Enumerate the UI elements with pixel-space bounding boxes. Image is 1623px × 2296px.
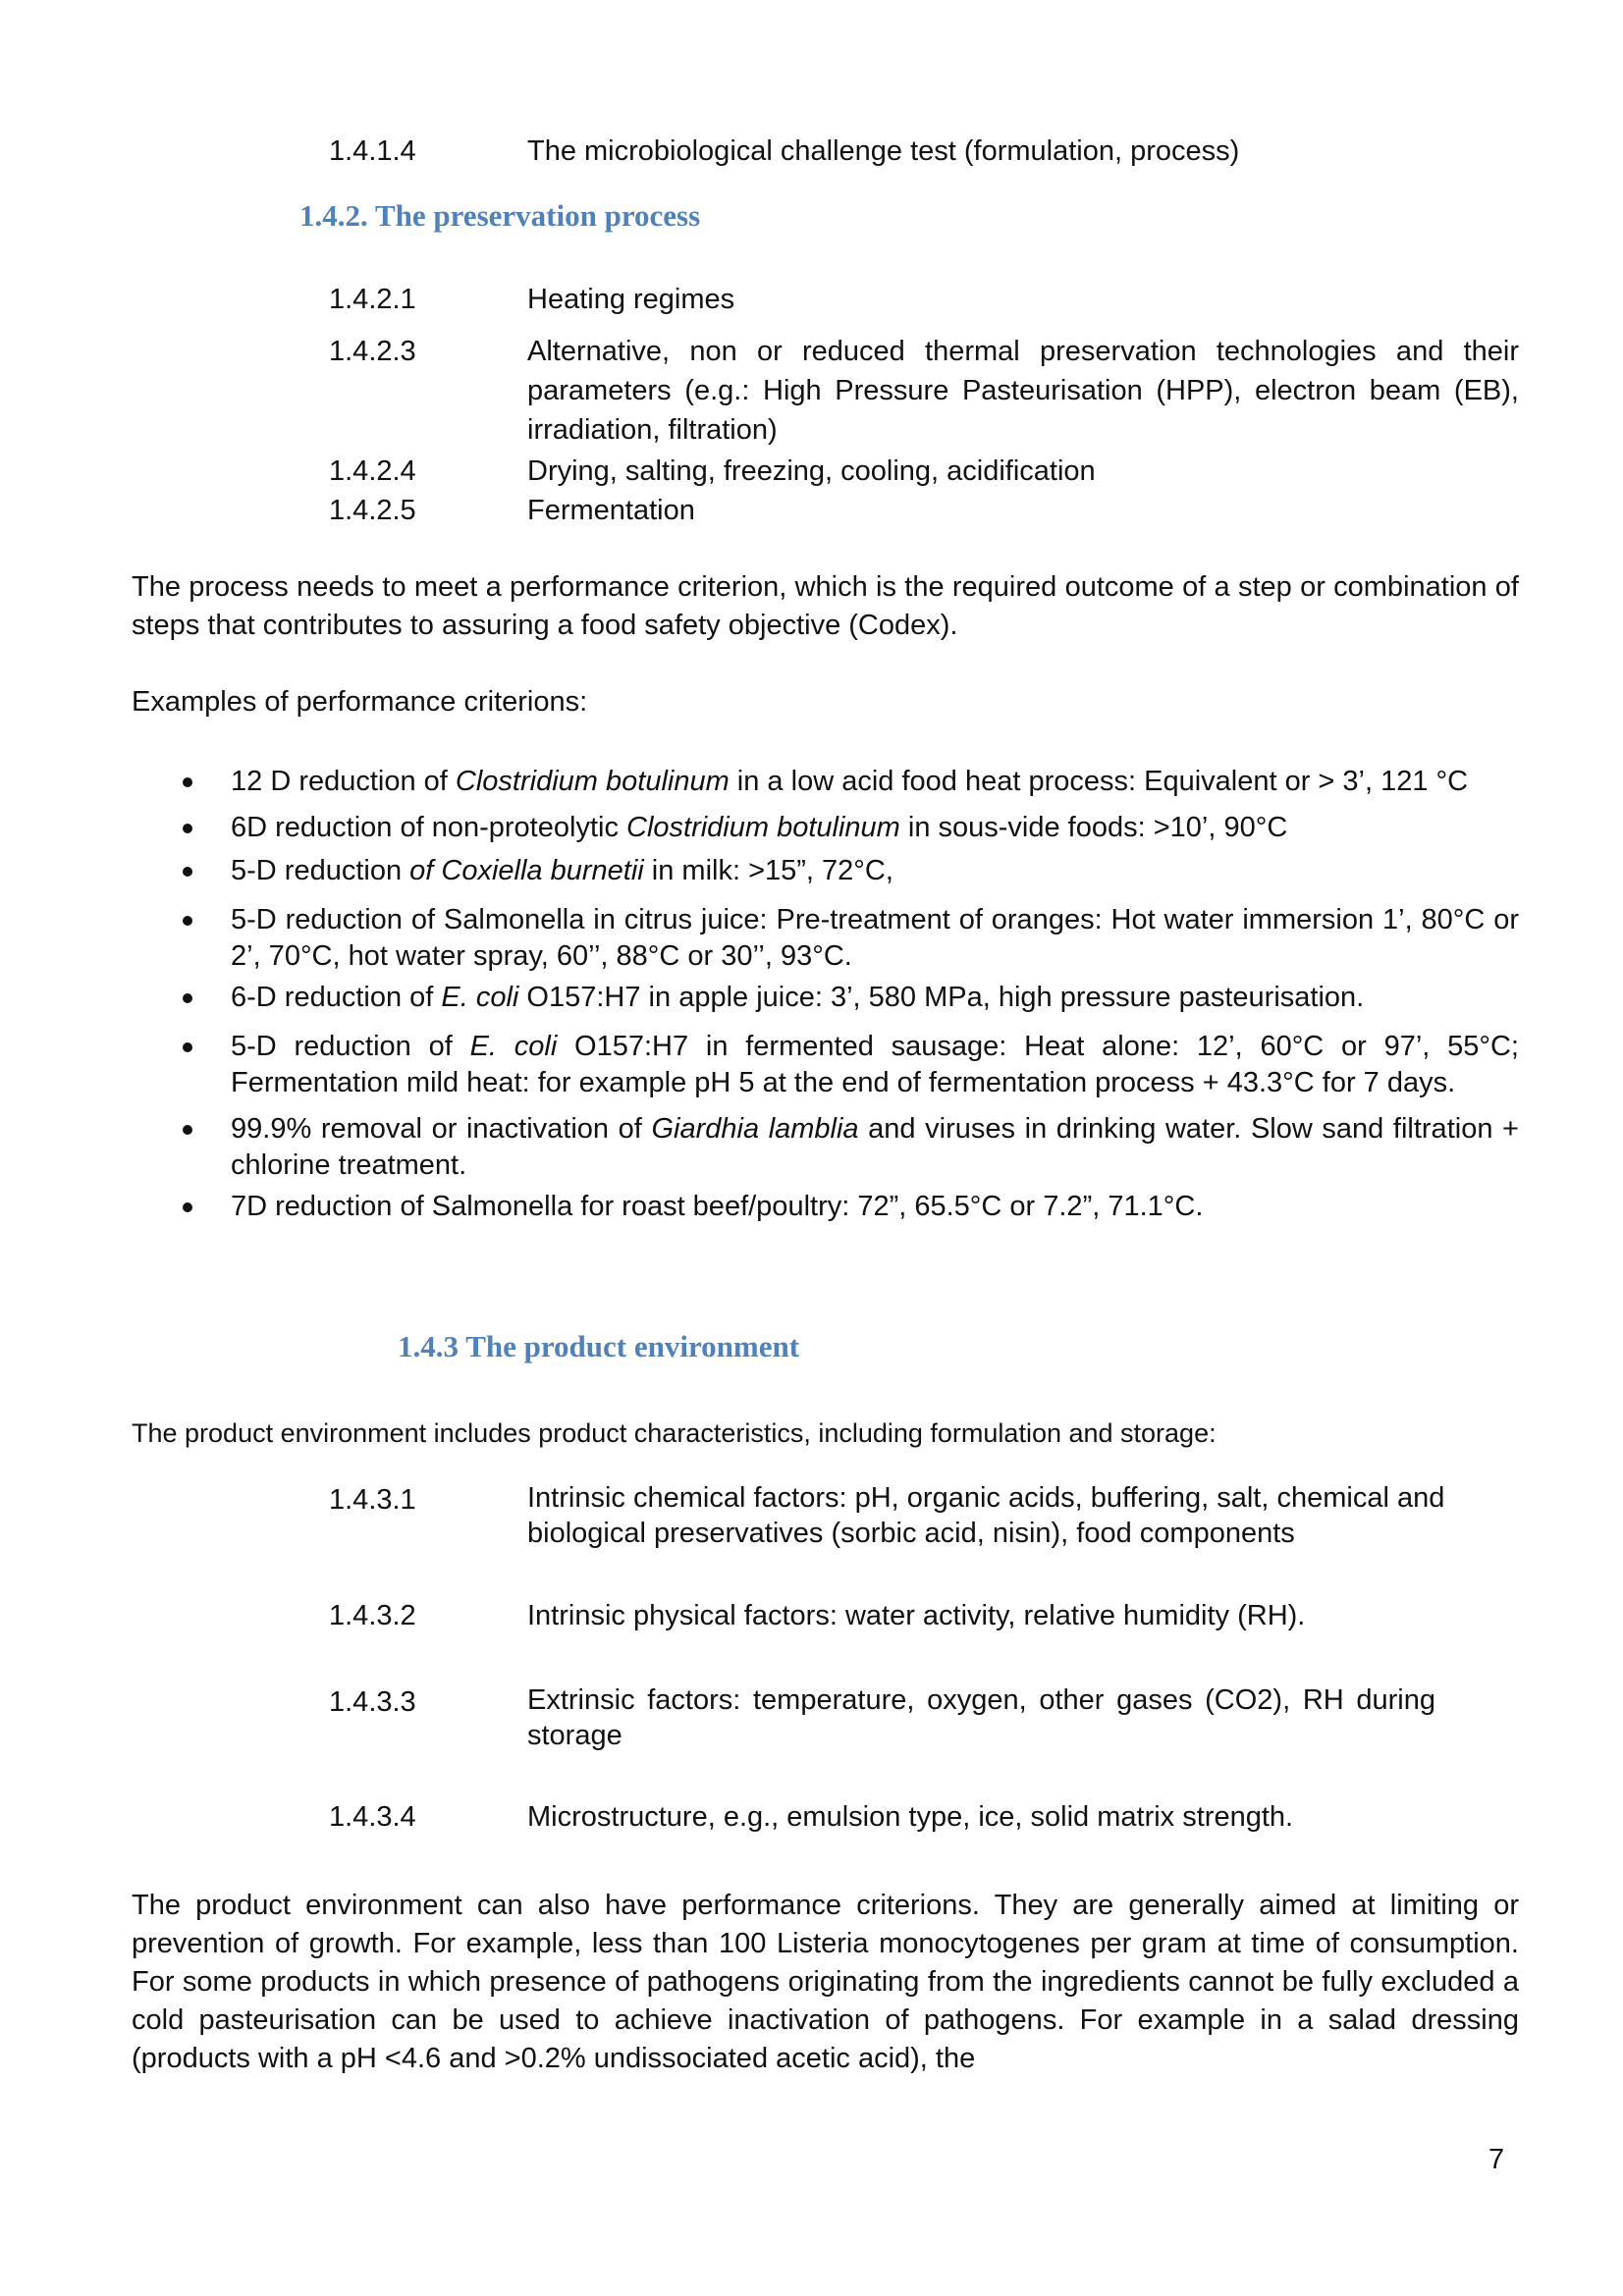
bullet-icon (183, 1202, 192, 1212)
section-intro-product-environment: The product environment includes product characteristics, including formulation and storage: (132, 1418, 1217, 1448)
item-text-1-4-3-1: Intrinsic chemical factors: pH, organic acids, buffering, salt, chemical and biological preservatives (sorbic acid, nisin), food components (527, 1482, 1445, 1549)
item-number-1-4-3-3: 1.4.3.3 (329, 1686, 416, 1718)
item-number-1-4-2-5: 1.4.2.5 (329, 495, 416, 526)
bullet-icon (183, 916, 192, 926)
bullet-icon (183, 1042, 192, 1052)
item-number-1-4-3-4: 1.4.3.4 (329, 1801, 416, 1833)
item-text-1-4-3-3: Extrinsic factors: temperature, oxygen, other gases (CO2), RH during storage (527, 1684, 1435, 1751)
item-text-1-4-2-1: Heating regimes (527, 284, 735, 315)
examples-intro: Examples of performance criterions: (132, 686, 588, 718)
section-heading-1-4-2: 1.4.2. The preservation process (299, 198, 701, 233)
section-heading-1-4-3: 1.4.3 The product environment (398, 1329, 800, 1363)
bullet-icon (183, 993, 192, 1003)
bullet-icon (183, 777, 192, 787)
list-item: 5-D reduction of Salmonella in citrus juice: Pre-treatment of oranges: Hot water immersion 1’, 80°C or 2’, 70°C, hot water spray, 60’’, 88°C or 30’’, 93°C. (132, 902, 1519, 975)
item-number-1-4-3-2: 1.4.3.2 (329, 1600, 416, 1631)
performance-criteria-list (132, 764, 1519, 1225)
item-text-1-4-3-4: Microstructure, e.g., emulsion type, ice, solid matrix strength. (527, 1801, 1294, 1833)
paragraph-product-environment-criteria: The product environment can also have performance criterions. They are generally aimed at limiting or prevention of growth. For example, less than 100 Listeria monocytogenes per gram at time of consumption. For some products in which presence of pathogens originating from the ingredients cannot be fully excluded a cold pasteurisation can be used to achieve inactivation of pathogens. For example in a salad dressing (products with a pH <4.6 and >0.2% undissociated acetic acid), the (132, 1890, 1519, 2074)
item-number-1-4-3-1: 1.4.3.1 (329, 1484, 416, 1516)
bullet-icon (183, 867, 192, 877)
bullet-icon (183, 1125, 192, 1135)
item-number-1-4-2-3: 1.4.2.3 (329, 336, 416, 367)
bullet-icon (183, 824, 192, 833)
list-item: 5-D reduction of E. coli O157:H7 in fermented sausage: Heat alone: 12’, 60°C or 97’, 55°C; Fermentation mild heat: for example pH 5 at the end of fermentation process + 43.3°C for 7 days. (132, 1029, 1519, 1101)
item-text-1-4-1-4: The microbiological challenge test (formulation, process) (527, 135, 1240, 167)
item-text-1-4-2-3: Alternative, non or reduced thermal preservation technologies and their parameters (e.g.: High Pressure Pasteurisation (HPP), electron beam (EB), irradiation, filtration) (527, 336, 1519, 446)
list-item: 7D reduction of Salmonella for roast beef/poultry: 72”, 65.5°C or 7.2”, 71.1°C. (132, 1189, 1519, 1225)
item-number-1-4-2-4: 1.4.2.4 (329, 455, 416, 487)
page-number: 7 (1488, 2144, 1505, 2175)
list-item: 99.9% removal or inactivation of Giardhia lamblia and viruses in drinking water. Slow sand filtration + chlorine treatment. (132, 1111, 1519, 1184)
item-text-1-4-2-4: Drying, salting, freezing, cooling, acidification (527, 455, 1096, 487)
item-number-1-4-2-1: 1.4.2.1 (329, 284, 416, 315)
list-item: 12 D reduction of Clostridium botulinum in a low acid food heat process: Equivalent or > 3’, 121 °C (132, 764, 1519, 800)
paragraph-performance-criterion: The process needs to meet a performance criterion, which is the required outcome of a step or combination of steps that contributes to assuring a food safety objective (Codex). (132, 571, 1519, 641)
item-text-1-4-3-2: Intrinsic physical factors: water activity, relative humidity (RH). (527, 1600, 1306, 1631)
item-text-1-4-2-5: Fermentation (527, 495, 695, 526)
list-item: 6D reduction of non-proteolytic Clostridium botulinum in sous-vide foods: >10’, 90°C (132, 810, 1519, 846)
list-item: 6-D reduction of E. coli O157:H7 in apple juice: 3’, 580 MPa, high pressure pasteurisation. (132, 980, 1519, 1016)
item-number-1-4-1-4: 1.4.1.4 (329, 135, 416, 167)
list-item: 5-D reduction of Coxiella burnetii in milk: >15”, 72°C, (132, 853, 1519, 889)
